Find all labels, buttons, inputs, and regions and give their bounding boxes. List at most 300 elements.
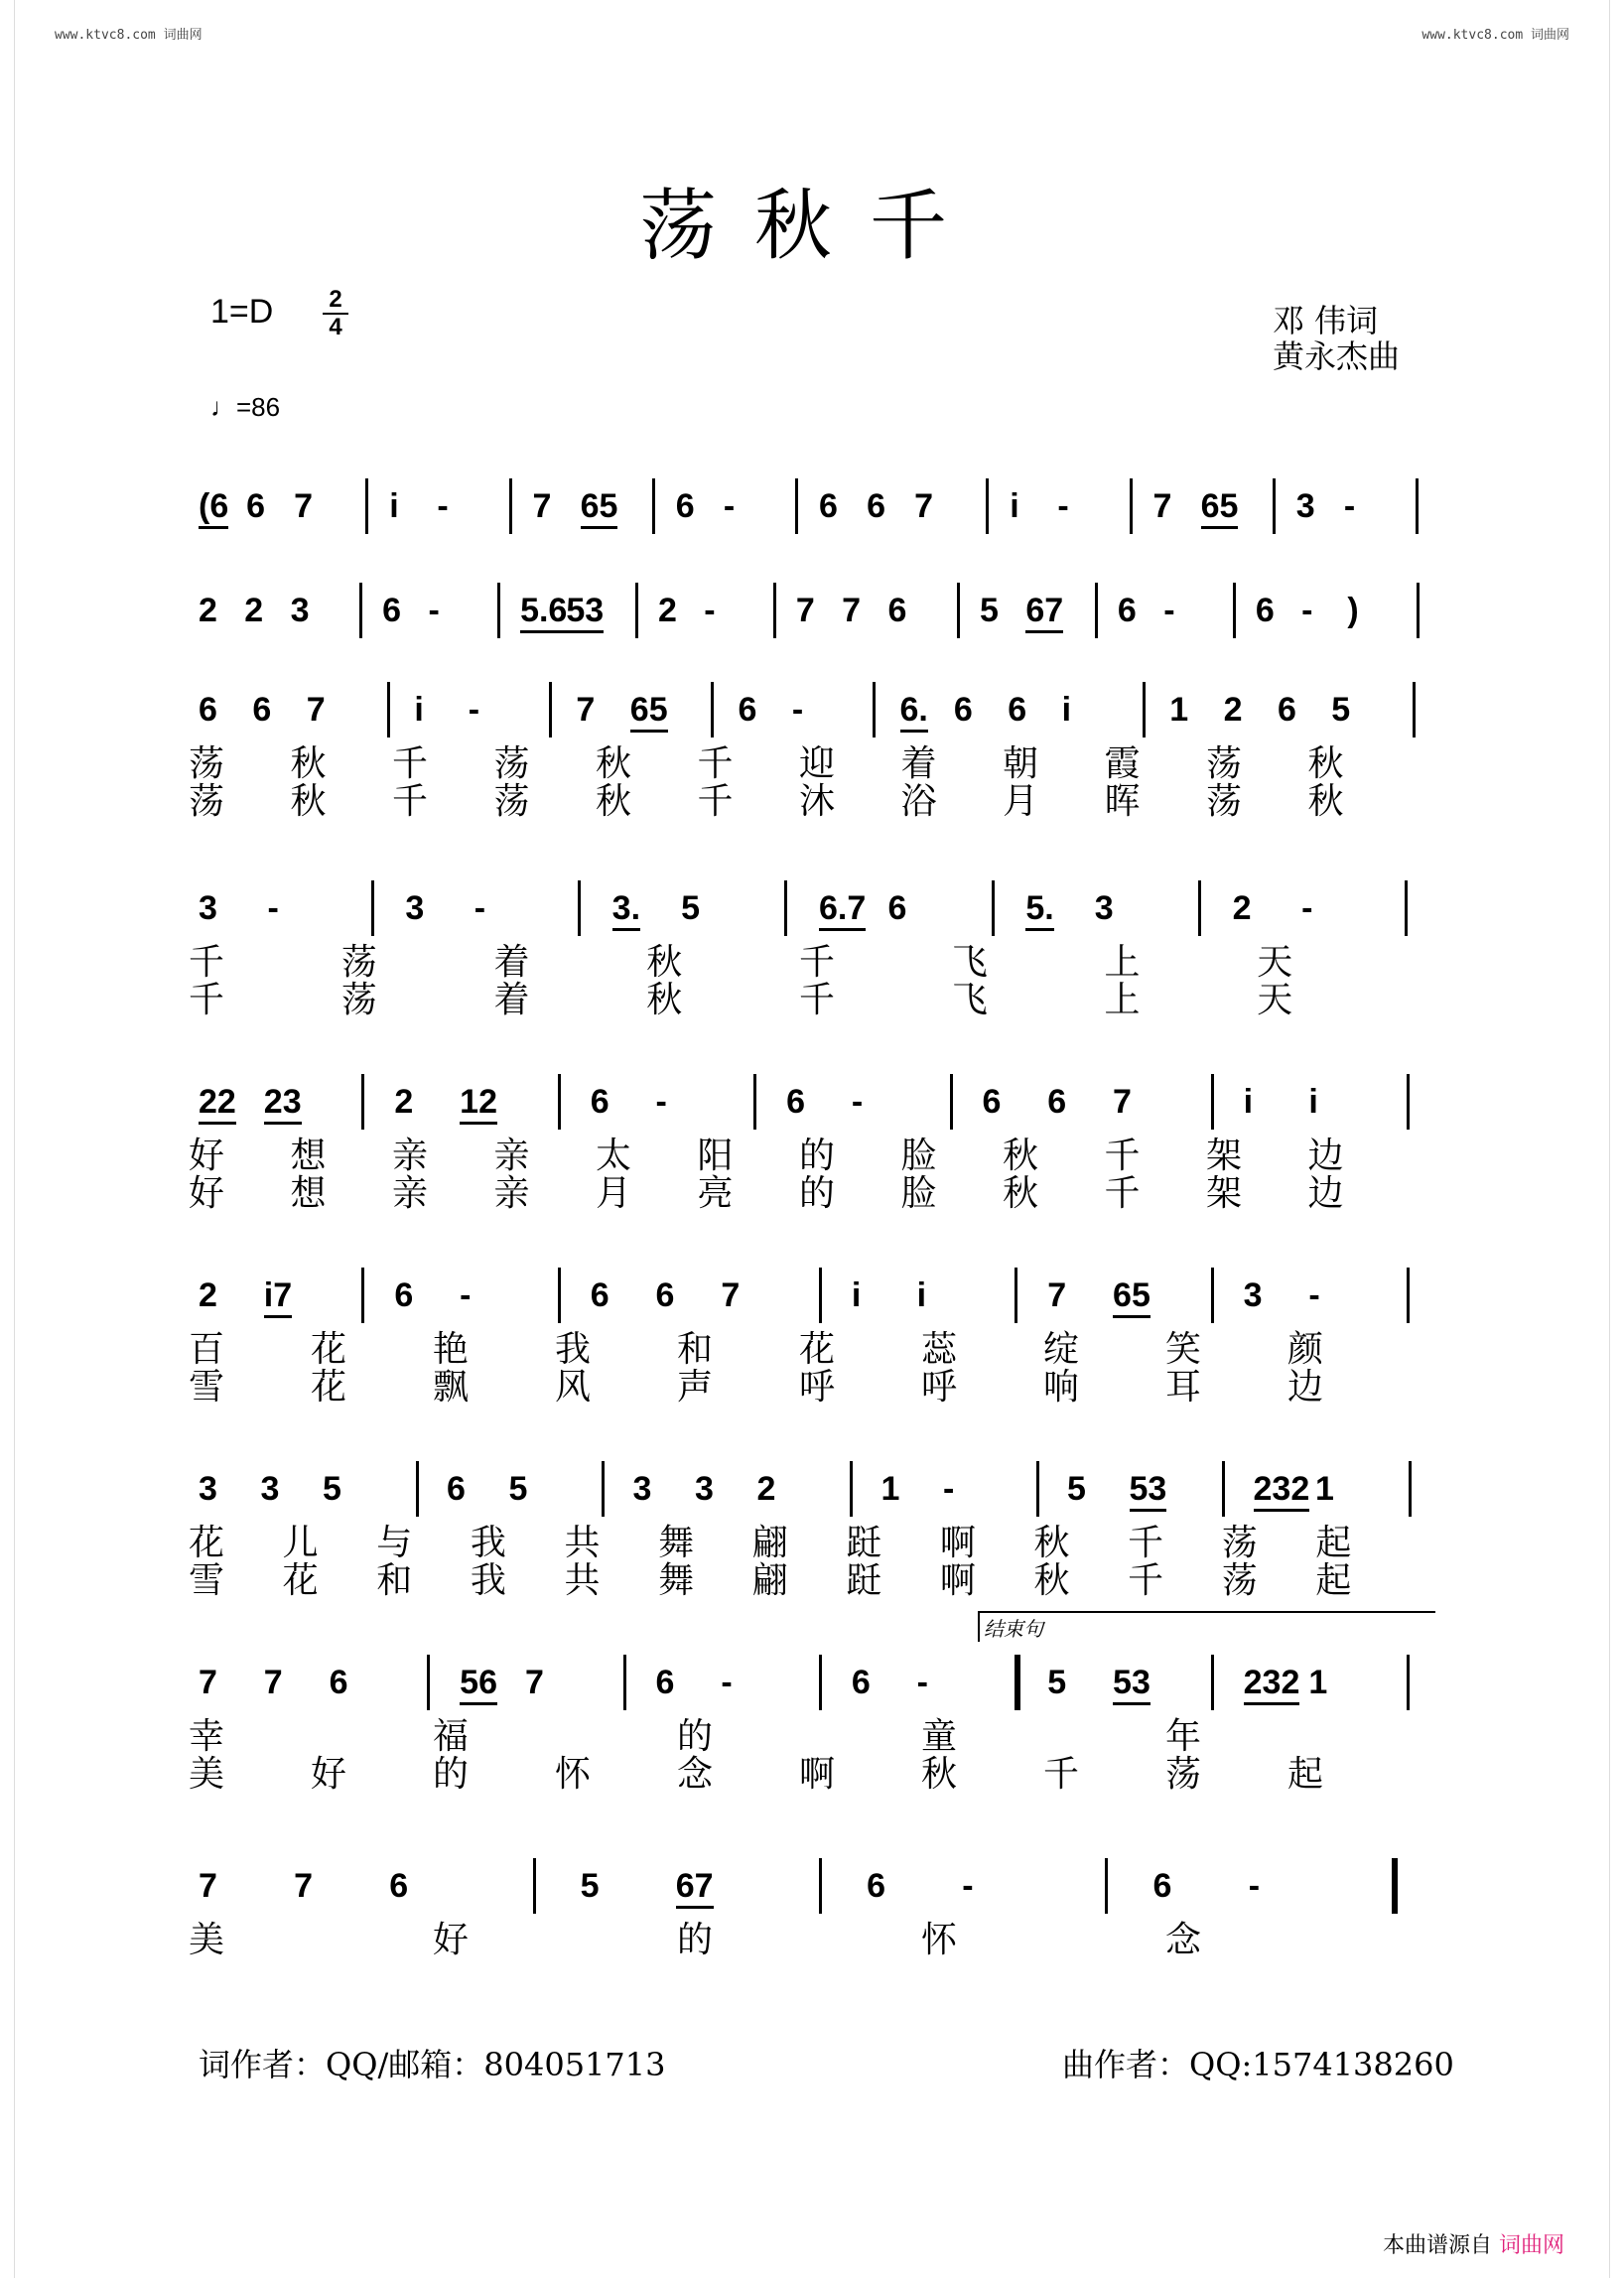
lyric-char: 千	[799, 942, 836, 983]
bar-line	[361, 1074, 364, 1130]
note: i	[1243, 1083, 1254, 1121]
note: 2	[199, 592, 217, 629]
bar-line	[652, 478, 655, 534]
note: 6	[1117, 592, 1137, 629]
note: 7	[721, 1276, 741, 1314]
bar-line	[365, 478, 368, 534]
lyric-char: 上	[1104, 942, 1141, 983]
note: 6	[199, 691, 217, 729]
lyric-char: 架	[1206, 1173, 1243, 1214]
bar-line	[387, 682, 390, 737]
bar-line	[1143, 682, 1146, 737]
lyric-char: 绽	[1043, 1329, 1080, 1370]
note: 65	[1113, 1275, 1150, 1318]
note: 6	[382, 592, 402, 629]
lyric-char: 边	[1307, 1173, 1344, 1214]
lyric-char: 起	[1315, 1523, 1352, 1563]
note: 7	[842, 592, 862, 629]
lyric-char: 荡	[493, 781, 530, 822]
lyric-char: 起	[1287, 1754, 1324, 1795]
note: 3	[260, 1470, 280, 1508]
note: 2	[756, 1470, 776, 1508]
note: 53	[1113, 1663, 1150, 1705]
note: 7	[532, 487, 552, 525]
note: 7	[1047, 1276, 1067, 1314]
lyric-char: 秋	[1307, 781, 1344, 822]
bar-line	[1405, 880, 1408, 936]
note: )	[1347, 592, 1359, 629]
lyric-char: 朝	[1003, 743, 1039, 784]
lyric-char: 跹	[846, 1523, 882, 1563]
lyric-char: 怀	[921, 1920, 958, 1960]
note: (6	[199, 486, 228, 529]
note: 6	[819, 487, 838, 525]
note: 2	[1223, 691, 1243, 729]
lyric-char: 儿	[282, 1523, 319, 1563]
lyric-char: 脸	[900, 1173, 937, 1214]
note: 6	[1255, 592, 1275, 629]
lyric-char: 秋	[646, 942, 683, 983]
lyric-char: 荡	[493, 743, 530, 784]
note: 6	[394, 1276, 414, 1314]
note: 7	[199, 1664, 217, 1701]
lyric-char: 雪	[189, 1367, 225, 1407]
note: -	[468, 691, 480, 729]
lyric-char: 秋	[921, 1754, 958, 1795]
lyric-char: 好	[189, 1173, 225, 1214]
bar-line	[427, 1655, 430, 1710]
right-watermark-strip	[1609, 0, 1624, 2278]
note: 3	[695, 1470, 714, 1508]
note: 7	[263, 1664, 283, 1701]
note: 65	[1201, 486, 1239, 529]
lyric-char: 飞	[951, 980, 988, 1020]
note: 7	[294, 487, 314, 525]
note: 65	[581, 486, 618, 529]
note: 2	[1232, 889, 1252, 927]
bar-line	[1233, 583, 1236, 638]
bar-line	[773, 583, 776, 638]
note: -	[267, 889, 279, 927]
lyric-char: 呼	[799, 1367, 836, 1407]
bar-line	[1407, 1268, 1410, 1323]
note: 3	[405, 889, 425, 927]
note: -	[723, 487, 736, 525]
bar-line	[1095, 583, 1098, 638]
lyric-char: 跹	[846, 1560, 882, 1601]
note: 6	[1152, 1867, 1172, 1905]
lyric-char: 艳	[433, 1329, 470, 1370]
note: 7	[914, 487, 934, 525]
note: i	[1010, 487, 1019, 525]
bar-line	[1417, 583, 1420, 638]
note: 6	[675, 487, 695, 525]
bar-line	[992, 880, 995, 936]
note: 6	[590, 1276, 609, 1314]
lyric-char: 亲	[493, 1136, 530, 1176]
note: 5	[681, 889, 701, 927]
lyric-char: 童	[921, 1716, 958, 1757]
lyric-char: 起	[1315, 1560, 1352, 1601]
note: 1	[1169, 691, 1189, 729]
bar-line	[497, 583, 500, 638]
note: -	[1343, 487, 1356, 525]
lyric-char: 秋	[1003, 1173, 1039, 1214]
lyric-char: 千	[697, 781, 734, 822]
note: i7	[264, 1275, 292, 1318]
bar-line	[1036, 1461, 1039, 1517]
note: i	[414, 691, 424, 729]
note: 12	[460, 1082, 497, 1125]
note: 5	[1331, 691, 1351, 729]
bar-line	[549, 682, 552, 737]
lyric-char: 共	[564, 1560, 601, 1601]
lyric-char: 沐	[799, 781, 836, 822]
note: 2	[394, 1083, 414, 1121]
note: i	[389, 487, 399, 525]
note: 67	[1025, 591, 1063, 633]
note: 232	[1254, 1469, 1310, 1512]
lyric-char: 花	[311, 1367, 347, 1407]
lyric-char: 月	[1003, 781, 1039, 822]
note: 7	[294, 1867, 314, 1905]
note: 6	[252, 691, 272, 729]
lyric-char: 千	[697, 743, 734, 784]
note: 5.6	[520, 591, 567, 633]
lyric-char: 花	[189, 1523, 225, 1563]
note: 6	[867, 487, 885, 525]
left-watermark-strip	[0, 0, 15, 2278]
note: -	[916, 1664, 928, 1701]
note: -	[474, 889, 486, 927]
time-denominator: 4	[329, 314, 342, 340]
bar-line	[1211, 1268, 1214, 1323]
lyric-char: 花	[311, 1329, 347, 1370]
song-title: 荡秋千	[638, 182, 985, 271]
lyric-char: 啊	[939, 1523, 976, 1563]
bar-line	[1211, 1655, 1214, 1710]
note: 3	[199, 889, 217, 927]
bar-line	[1409, 1461, 1412, 1517]
lyric-char: 颜	[1287, 1329, 1324, 1370]
note: -	[1248, 1867, 1261, 1905]
note: -	[704, 592, 716, 629]
note: 67	[676, 1866, 714, 1909]
source-brand-link[interactable]: 词曲网	[1498, 2233, 1564, 2258]
lyric-char: 浴	[900, 781, 937, 822]
lyric-char: 亲	[493, 1173, 530, 1214]
note: 23	[264, 1082, 302, 1125]
lyric-char: 荡	[340, 980, 377, 1020]
lyric-char: 念	[677, 1754, 714, 1795]
bar-line	[1222, 1461, 1225, 1517]
lyric-char: 千	[189, 942, 225, 983]
bar-line	[795, 478, 798, 534]
note: 1	[880, 1470, 900, 1508]
lyric-char: 亲	[392, 1173, 429, 1214]
time-signature	[323, 288, 348, 339]
lyric-char: 上	[1104, 980, 1141, 1020]
composer-contact: 曲作者：QQ:1574138260	[1062, 2046, 1454, 2083]
source-prefix: 本曲谱源自	[1382, 2233, 1492, 2258]
note: -	[791, 691, 804, 729]
lyric-char: 翩	[751, 1560, 788, 1601]
bar-line	[1413, 682, 1416, 737]
lyric-char: 美	[189, 1754, 225, 1795]
note: 6	[887, 889, 907, 927]
note: 5	[1047, 1664, 1067, 1701]
lyric-char: 脸	[900, 1136, 937, 1176]
lyric-char: 的	[677, 1716, 714, 1757]
note: 6	[851, 1664, 871, 1701]
lyric-char: 啊	[939, 1560, 976, 1601]
bar-line	[558, 1268, 561, 1323]
lyric-char: 荡	[1221, 1523, 1258, 1563]
lyric-char: 着	[900, 743, 937, 784]
lyric-char: 念	[1165, 1920, 1202, 1960]
lyric-char: 好	[189, 1136, 225, 1176]
lyric-char: 好	[311, 1754, 347, 1795]
lyric-char: 荡	[1206, 781, 1243, 822]
bar-line	[753, 1074, 756, 1130]
lyric-char: 天	[1257, 942, 1293, 983]
bar-line	[558, 1074, 561, 1130]
ending-label: 结束句	[978, 1611, 1435, 1642]
bar-line	[635, 583, 638, 638]
lyricist-credit: 邓 伟词	[1273, 302, 1379, 339]
bar-line	[602, 1461, 605, 1517]
note: 2	[244, 592, 264, 629]
lyric-char: 荡	[189, 781, 225, 822]
lyric-char: 与	[376, 1523, 413, 1563]
lyric-char: 着	[493, 942, 530, 983]
lyric-char: 美	[189, 1920, 225, 1960]
note: 6	[655, 1664, 675, 1701]
lyric-char: 的	[433, 1754, 470, 1795]
note: 6	[447, 1470, 466, 1508]
lyric-char: 秋	[1003, 1136, 1039, 1176]
note: i	[1308, 1083, 1318, 1121]
lyric-char: 年	[1165, 1716, 1202, 1757]
note: 6	[887, 592, 907, 629]
lyric-char: 千	[1104, 1136, 1141, 1176]
bar-line	[1211, 1074, 1214, 1130]
lyric-char: 秋	[1307, 743, 1344, 784]
note: 5	[980, 592, 999, 629]
note: -	[962, 1867, 974, 1905]
bar-line	[1392, 1858, 1398, 1914]
note: 232	[1244, 1663, 1300, 1705]
lyric-char: 边	[1307, 1136, 1344, 1176]
header-site-left[interactable]: www.ktvc8.com 词曲网	[55, 28, 203, 43]
bar-line	[533, 1858, 536, 1914]
lyric-char: 千	[189, 980, 225, 1020]
note: 6	[867, 1867, 885, 1905]
lyric-char: 啊	[799, 1754, 836, 1795]
lyric-char: 的	[677, 1920, 714, 1960]
bar-line	[986, 478, 989, 534]
lyric-char: 共	[564, 1523, 601, 1563]
lyric-char: 千	[1043, 1754, 1080, 1795]
note: 7	[524, 1664, 544, 1701]
lyric-char: 荡	[340, 942, 377, 983]
lyric-char: 荡	[1221, 1560, 1258, 1601]
note: 2	[199, 1276, 217, 1314]
note: -	[1163, 592, 1175, 629]
bar-line	[819, 1655, 822, 1710]
note: 6.7	[819, 888, 866, 931]
note: 7	[795, 592, 815, 629]
lyric-char: 飞	[951, 942, 988, 983]
bar-line	[361, 1268, 364, 1323]
note: 5	[580, 1867, 600, 1905]
note: i	[851, 1276, 862, 1314]
bar-line	[1273, 478, 1276, 534]
note: 6	[786, 1083, 806, 1121]
note: 3	[290, 592, 310, 629]
note: 6	[1047, 1083, 1067, 1121]
bar-line	[1015, 1655, 1020, 1710]
note: 7	[576, 691, 596, 729]
note: 5.	[1025, 888, 1053, 931]
note: 3	[1295, 487, 1315, 525]
lyric-char: 的	[799, 1136, 836, 1176]
note: 65	[630, 690, 668, 733]
lyric-char: 千	[1128, 1523, 1164, 1563]
lyric-char: 舞	[658, 1560, 695, 1601]
note: 5	[323, 1470, 341, 1508]
bar-line	[359, 583, 362, 638]
tempo-mark: ♩=86	[210, 392, 281, 422]
note: -	[1301, 592, 1313, 629]
lyric-char: 架	[1206, 1136, 1243, 1176]
note: -	[1308, 1276, 1320, 1314]
lyric-char: 边	[1287, 1367, 1324, 1407]
note: 6.	[900, 690, 928, 733]
bar-line	[1198, 880, 1201, 936]
lyric-char: 幸	[189, 1716, 225, 1757]
lyric-char: 想	[290, 1136, 327, 1176]
bar-line	[1407, 1074, 1410, 1130]
bar-line	[1416, 478, 1419, 534]
note: 6	[1008, 691, 1027, 729]
note: 5	[508, 1470, 528, 1508]
note: 7	[306, 691, 326, 729]
time-numerator: 2	[329, 286, 342, 313]
lyric-char: 天	[1257, 980, 1293, 1020]
note: 2	[657, 592, 677, 629]
lyric-char: 百	[189, 1329, 225, 1370]
lyric-char: 亲	[392, 1136, 429, 1176]
lyric-char: 秋	[290, 743, 327, 784]
note: 6	[655, 1276, 675, 1314]
lyric-char: 迎	[799, 743, 836, 784]
lyric-char: 怀	[555, 1754, 592, 1795]
key-signature: 1=D	[210, 293, 274, 331]
lyric-char: 霞	[1104, 743, 1141, 784]
note: -	[851, 1083, 864, 1121]
bar-line	[950, 1074, 953, 1130]
note: -	[437, 487, 449, 525]
note: -	[1057, 487, 1069, 525]
note: -	[721, 1664, 733, 1701]
composer-credit: 黄永杰曲	[1273, 337, 1401, 375]
lyric-char: 的	[799, 1173, 836, 1214]
lyric-char: 秋	[1033, 1560, 1070, 1601]
note: 3.	[612, 888, 640, 931]
lyric-char: 荡	[1165, 1754, 1202, 1795]
note: 3	[632, 1470, 652, 1508]
note: -	[943, 1470, 955, 1508]
lyric-char: 雪	[189, 1560, 225, 1601]
lyric-char: 千	[1104, 1173, 1141, 1214]
note: 6	[246, 487, 265, 525]
lyric-char: 呼	[921, 1367, 958, 1407]
lyric-char: 福	[433, 1716, 470, 1757]
note: 5	[1067, 1470, 1086, 1508]
lyric-char: 蕊	[921, 1329, 958, 1370]
lyric-char: 我	[555, 1329, 592, 1370]
lyric-char: 千	[392, 781, 429, 822]
lyric-char: 着	[493, 980, 530, 1020]
note: 6	[389, 1867, 409, 1905]
lyric-char: 秋	[646, 980, 683, 1020]
lyric-char: 花	[282, 1560, 319, 1601]
note: 56	[460, 1663, 497, 1705]
note: 6	[738, 691, 757, 729]
lyric-char: 我	[470, 1560, 506, 1601]
lyric-char: 秋	[596, 781, 632, 822]
note: 3	[199, 1470, 217, 1508]
header-site-right[interactable]: www.ktvc8.com 词曲网	[1421, 28, 1569, 43]
lyric-char: 阳	[697, 1136, 734, 1176]
bar-line	[784, 880, 787, 936]
lyric-char: 月	[596, 1173, 632, 1214]
note: -	[428, 592, 440, 629]
lyric-char: 亮	[697, 1173, 734, 1214]
bar-line	[578, 880, 581, 936]
note: 3	[1094, 889, 1114, 927]
lyric-char: 千	[799, 980, 836, 1020]
lyric-char: 千	[392, 743, 429, 784]
lyric-char: 耳	[1165, 1367, 1202, 1407]
note: -	[655, 1083, 667, 1121]
lyric-char: 风	[555, 1367, 592, 1407]
note: 7	[1113, 1083, 1132, 1121]
bar-line	[1130, 478, 1133, 534]
bar-line	[1015, 1268, 1017, 1323]
lyric-char: 晖	[1104, 781, 1141, 822]
note: 6	[590, 1083, 609, 1121]
lyric-char: 翩	[751, 1523, 788, 1563]
bar-line	[873, 682, 876, 737]
bar-line	[509, 478, 512, 534]
bar-line	[819, 1858, 822, 1914]
note: 7	[199, 1867, 217, 1905]
note: 53	[566, 591, 604, 633]
note: 6	[982, 1083, 1002, 1121]
lyric-char: 秋	[1033, 1523, 1070, 1563]
note: -	[460, 1276, 472, 1314]
source-note	[1383, 2228, 1564, 2259]
lyricist-contact: 词作者：QQ/邮箱：804051713	[199, 2046, 666, 2083]
note: -	[1301, 889, 1313, 927]
note: 53	[1130, 1469, 1167, 1512]
note: i	[1061, 691, 1072, 729]
lyric-char: 舞	[658, 1523, 695, 1563]
bar-line	[1105, 1858, 1108, 1914]
lyric-char: 笑	[1165, 1329, 1202, 1370]
